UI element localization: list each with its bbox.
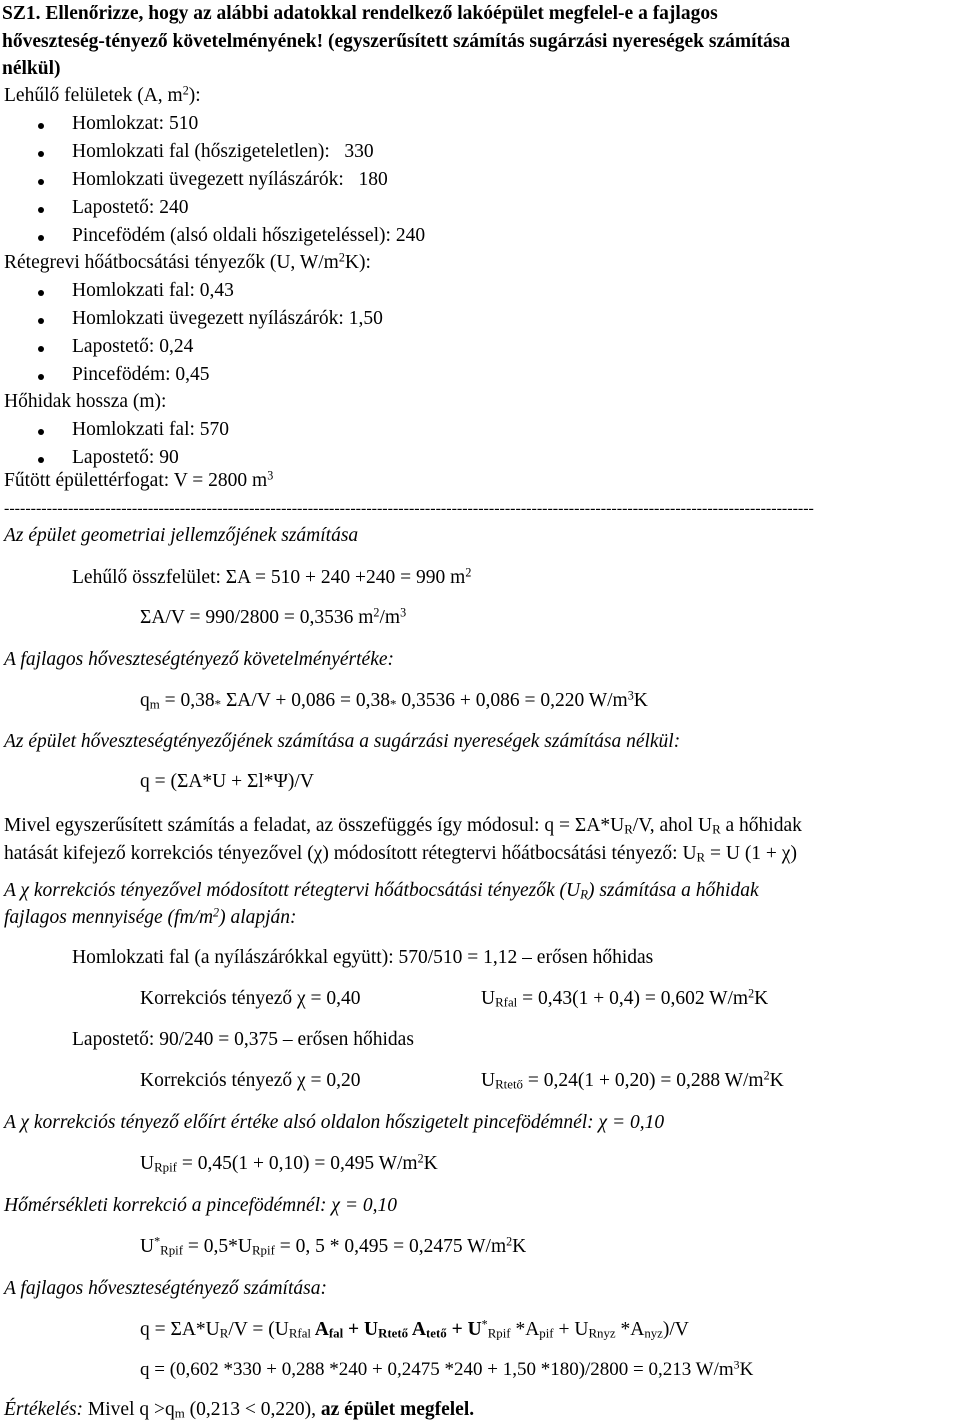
simplified-line2: hatását kifejező korrekciós tényezővel (χ) módosított rétegtervi hőátbocsátási tényező: $U_R = U$ (1 + χ) [4,843,797,865]
bullet-icon [38,457,44,463]
bullet-icon [38,290,44,296]
bullet-icon [38,429,44,435]
roof-correction-label: Korrekciós tényező χ = 0,20 [140,1070,361,1091]
evaluation-verdict: az épület megfelel. [320,1399,475,1420]
calc-heading: Az épület hőveszteségtényezőjének számítása a sugárzási nyereségek számítása nélkül: [4,731,681,752]
temp-u-value: $U^*_{Rpif} = 0,5*U_{Rpif} = 0$, 5 * 0,495 = 0,2475 $W/m^2K$ [140,1234,527,1258]
chi-heading-line1: A χ korrekciós tényezővel módosított rétegtervi hőátbocsátási tényezők $(U_R)$ számítása a hőhidak [4,880,759,902]
wall-correction-label: Korrekciós tényező χ = 0,40 [140,988,361,1009]
bullet-icon [38,235,44,241]
bullet-icon [38,346,44,352]
list-item: Homlokzati fal: 570 [72,419,230,440]
evaluation-label: Értékelés: [4,1399,84,1420]
wall-u-value: $U_{Rfal} = 0,43(1 + 0,4) = 0,602$ $W/m^2K$ [481,986,769,1010]
calc-formula: q = (ΣA*U + Σl*Ψ)/V [140,771,314,792]
task-title-line2: hőveszteség-tényező követelményének! (egyszerűsített számítás sugárzási nyereségek számítása [2,31,791,52]
list-item: Lapostető: 240 [72,197,189,218]
basement-u-value: $U_{Rpif} = 0,45(1 + 0,10) = 0,495$ $W/m^2K$ [140,1151,438,1175]
chi-heading-line2: fajlagos mennyisége $(fm/m^2)$ alapján: [4,905,297,928]
final-formula-2: q = (0,602 *330 + 0,288 *240 + 0,2475 *240 + 1,50 *180)/2800 = 0,213 $W/m^3K$ [140,1358,754,1380]
separator-line: -------------------------------------------------------------------------------------------------------------------------------------------------------- [4,500,814,517]
bullet-icon [38,123,44,129]
list-item: Homlokzati fal: 0,43 [72,280,234,301]
simplified-line1: Mivel egyszerűsített számítás a feladat, az összefüggés így módosul: $q = \Sigma A*U_R/V$, ahol $U_R$ a hőhidak [4,815,802,837]
bullet-icon [38,179,44,185]
bullet-icon [38,318,44,324]
task-title-line1: SZ1. Ellenőrizze, hogy az alábbi adatokkal rendelkező lakóépület megfelel-e a fajlagos [2,3,718,24]
final-formula-1: $q = \Sigma A*U_R/V = (U_{Rfal}$ $A_{fal} + U_{Rtető}$ $A_{tető} + U^*_{Rpif}$ $*A_{pif} + U_{Rnyz}$ $*A_{nyz})/V$ [140,1317,689,1341]
final-heading: A fajlagos hőveszteségtényező számítása: [4,1278,327,1299]
volume-line: Fűtött épülettérfogat: V = 2800 $m^3$ [4,468,274,491]
list-item: Pincefödém (alsó oldali hőszigeteléssel): 240 [72,225,426,246]
bullet-icon [38,151,44,157]
requirement-heading: A fajlagos hőveszteségtényező követelményértéke: [4,649,395,670]
roof-bridge-line: Lapostető: 90/240 = 0,375 – erősen hőhidas [72,1029,414,1050]
bullet-icon [38,207,44,213]
task-title-line3: nélkül) [2,58,61,79]
temp-heading: Hőmérsékleti korrekció a pincefödémnél: χ = 0,10 [4,1195,398,1216]
wall-bridge-line: Homlokzati fal (a nyílászárókkal együtt): 570/510 = 1,12 – erősen hőhidas [72,947,654,968]
geometry-ratio: ΣA/V = 990/2800 = 0,3536 $m^2/m^3$ [140,605,407,628]
surfaces-heading: Lehűlő felületek (A, $m^2$): [4,83,201,106]
bridges-heading: Hőhidak hossza (m): [4,391,167,412]
geometry-total-surface: Lehűlő összfelület: ΣA = 510 + 240 +240 = 990 $m^2$ [72,565,472,588]
list-item: Homlokzat: 510 [72,113,199,134]
list-item: Lapostető: 0,24 [72,336,194,357]
uvalues-heading: Rétegrevi hőátbocsátási tényezők (U, $W/m^2K$): [4,250,371,273]
list-item: Homlokzati fal (hőszigeteletlen): 330 [72,141,374,162]
list-item: Homlokzati üvegezett nyílászárók: 1,50 [72,308,383,329]
list-item: Pincefödém: 0,45 [72,364,210,385]
list-item: Lapostető: 90 [72,447,179,468]
basement-heading: A χ korrekciós tényező előírt értéke alsó oldalon hőszigetelt pincefödémnél: χ = 0,10 [4,1112,665,1133]
evaluation-line: Értékelés: Mivel $q >q_m$ (0,213 < 0,220), az épület megfelel. [4,1399,475,1421]
geometry-heading: Az épület geometriai jellemzőjének számítása [4,525,359,546]
requirement-formula: $q_m = 0,38_*$ $\Sigma A/V + 0,086 = 0,38_*$ 0,3536 + 0,086 = 0,220 $W/m^3K$ [140,688,648,712]
list-item: Homlokzati üvegezett nyílászárók: 180 [72,169,388,190]
roof-u-value: $U_{Rtető} = 0,24(1 + 0,20) = 0,288$ $W/m^2K$ [481,1068,784,1092]
bullet-icon [38,374,44,380]
